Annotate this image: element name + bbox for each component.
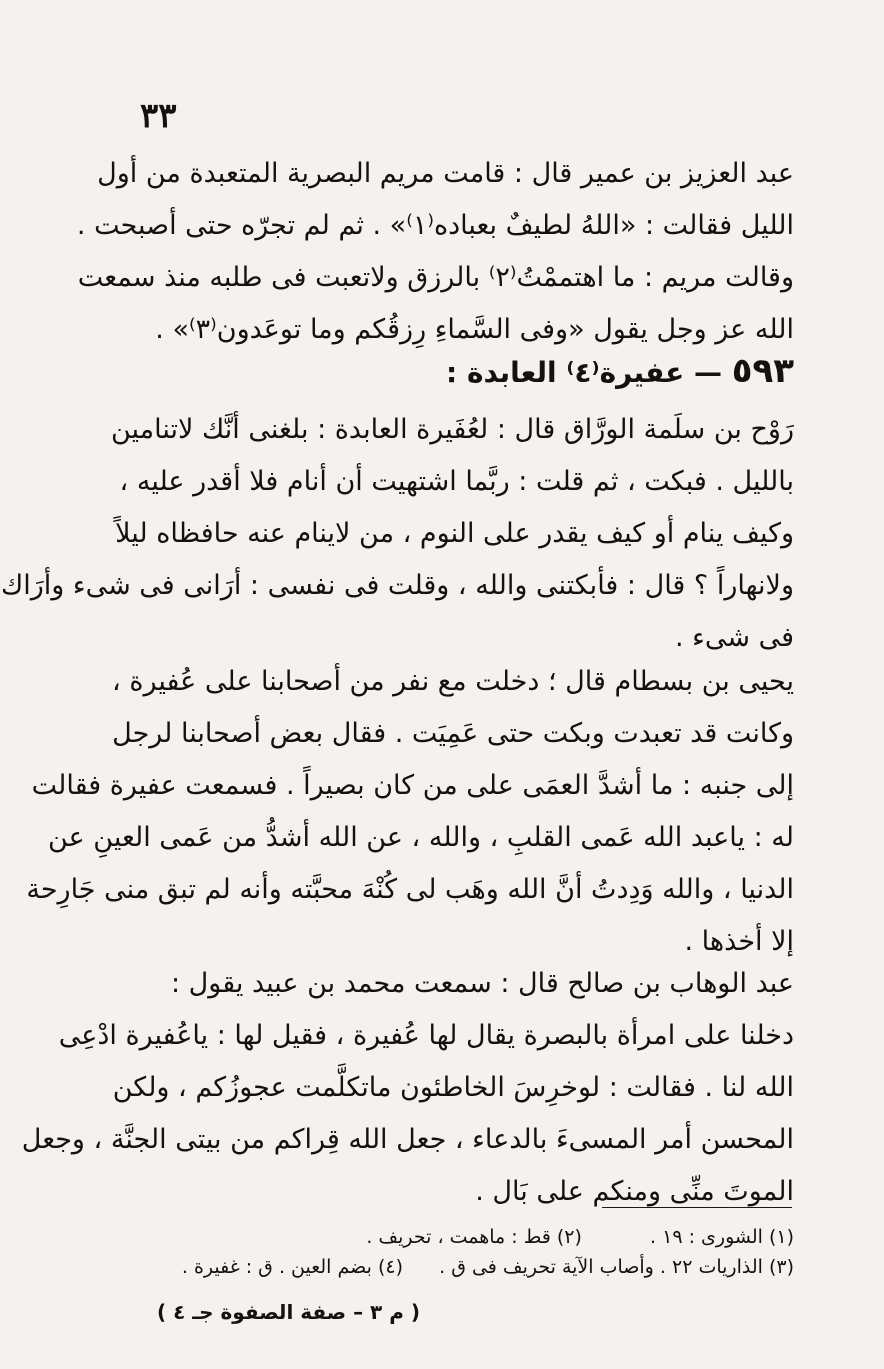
text-line: إلا أخذها . <box>684 926 794 957</box>
footnote-2: (٢) قط : ماهمت ، تحريف . <box>366 1226 582 1248</box>
text-line: له : ياعبد الله عَمى القلبِ ، والله ، عن الله أشدُّ من عَمى العينِ عن <box>48 822 794 853</box>
text-line: بالليل . فبكت ، ثم قلت : ربَّما اشتهيت أن أنام فلا أقدر عليه ، <box>119 466 794 497</box>
footnote-divider <box>602 1207 792 1208</box>
text-line: الدنيا ، والله وَدِدتُ أنَّ الله وهَب لى كُنْهَ محبَّته وأنه لم تبق منى جَارِحة <box>26 874 794 905</box>
text-line: وكانت قد تعبدت وبكت حتى عَمِيَت . فقال بعض أصحابنا لرجل <box>112 718 794 749</box>
text-line: الله لنا . فقالت : لوخرِسَ الخاطئون ماتكلَّمت عجوزُكم ، ولكن <box>112 1072 794 1103</box>
text-line: وكيف ينام أو كيف يقدر على النوم ، من لاينام عنه حافظاه ليلاً <box>115 518 794 549</box>
footnote-3: (٣) الذاريات ٢٢ . وأصاب الآية تحريف فى ق . <box>439 1256 794 1278</box>
text-line: عبد العزيز بن عمير قال : قامت مريم البصرية المتعبدة من أول <box>97 158 794 189</box>
text-line: المحسن أمر المسىءَ بالدعاء ، جعل الله قِراكم من بيتى الجنَّة ، وجعل <box>21 1124 794 1155</box>
text-line: الموتَ منِّى ومنكم على بَال . <box>475 1176 794 1207</box>
paragraph-1 <box>76 148 794 252</box>
footnote-4: (٤) بضم العين . ق : غفيرة . <box>181 1256 404 1278</box>
entry-title: — عفيرة⁽٤⁾ العابدة : <box>446 356 722 389</box>
paragraph-3 <box>0 404 794 664</box>
entry-number: ٥٩٣ <box>731 351 794 391</box>
text-line: ولانهاراً ؟ قال : فأبكتنى والله ، وقلت فى نفسى : أرَانى فى شىء وأرَاك <box>0 570 794 601</box>
text-line: الليل فقالت : «اللهُ لطيفٌ بعباده⁽١⁾» . ثم لم تجرّه حتى أصبحت . <box>76 210 794 241</box>
paragraph-5 <box>21 958 794 1218</box>
footnote-row <box>140 1252 794 1282</box>
paragraph-2 <box>77 252 794 356</box>
footnote-row <box>140 1222 794 1252</box>
text-line: الله عز وجل يقول «وفى السَّماءِ رِزقُكم وما توعَدون⁽٣⁾» . <box>155 314 794 345</box>
text-line: إلى جنبه : ما أشدَّ العمَى على من كان بصيراً . فسمعت عفيرة فقالت <box>31 770 794 801</box>
text-line: وقالت مريم : ما اهتممْتُ⁽٢⁾ بالرزق ولاتعبت فى طلبه منذ سمعت <box>77 262 794 293</box>
signature-mark: ( م ٣ – صفة الصفوة جـ ٤ ) <box>156 1300 420 1324</box>
page-number: ٣٣ <box>140 96 177 136</box>
text-line: دخلنا على امرأة بالبصرة يقال لها عُفيرة ، فقيل لها : ياعُفيرة ادْعِى <box>58 1020 794 1051</box>
text-line: فى شىء . <box>675 622 794 653</box>
entry-heading <box>446 349 794 395</box>
text-line: رَوْح بن سلَمة الورَّاق قال : لعُفَيرة العابدة : بلغنى أنَّك لاتنامين <box>110 414 794 445</box>
footnote-1: (١) الشورى : ١٩ . <box>650 1226 794 1248</box>
text-line: عبد الوهاب بن صالح قال : سمعت محمد بن عبيد يقول : <box>170 968 794 999</box>
paragraph-4 <box>26 656 794 968</box>
footnotes <box>140 1222 794 1282</box>
text-line: يحيى بن بسطام قال ؛ دخلت مع نفر من أصحابنا على عُفيرة ، <box>112 666 794 697</box>
